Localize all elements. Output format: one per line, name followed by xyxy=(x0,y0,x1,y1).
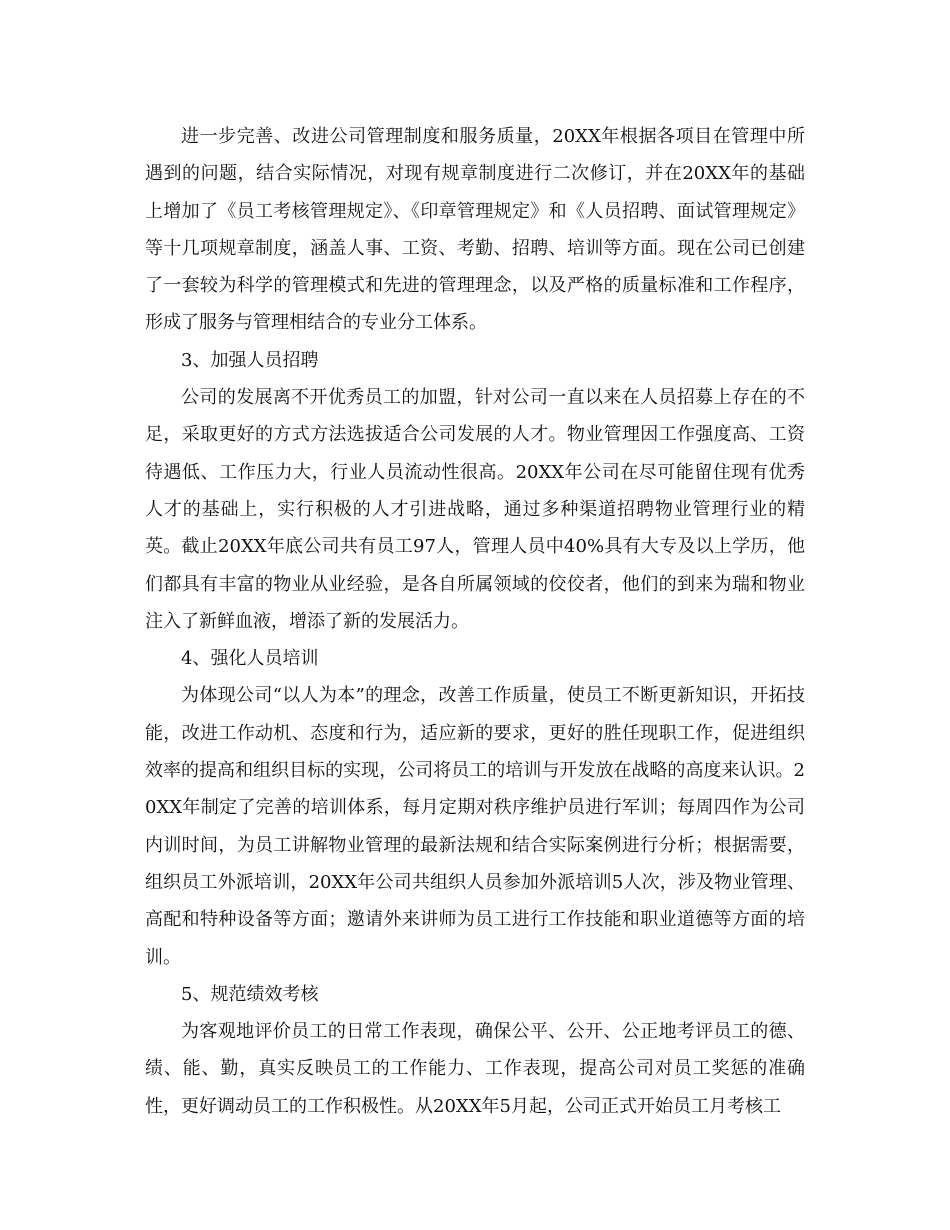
document-body xyxy=(145,118,805,1125)
section-heading-recruitment: 3、加强人员招聘 xyxy=(181,349,319,371)
paragraph-training: 为体现公司“以人为本”的理念，改善工作质量，使员工不断更新知识，开拓技能，改进工作动机、态度和行为，适应新的要求，更好的胜任现职工作，促进组织效率的提高和组织目标的实现，公司将员工的培训与开发放在战略的高度来认识。20XX年制定了完善的培训体系，每月定期对秩序维护员进行军训；每周四作为公司内训时间，为员工讲解物业管理的最新法规和结合实际案例进行分析；根据需要，组织员工外派培训，20XX年公司共组织人员参加外派培训5人次，涉及物业管理、高配和特种设备等方面；邀请外来讲师为员工进行工作技能和职业道德等方面的培训。 xyxy=(145,685,805,968)
paragraph-recruitment: 公司的发展离不开优秀员工的加盟，针对公司一直以来在人员招募上存在的不足，采取更好的方式方法选拔适合公司发展的人才。物业管理因工作强度高、工资待遇低、工作压力大，行业人员流动性很高。20XX年公司在尽可能留住现有优秀人才的基础上，实行积极的人才引进战略，通过多种渠道招聘物业管理行业的精英。截止20XX年底公司共有员工97人，管理人员中40%具有大专及以上学历，他们都具有丰富的物业从业经验，是各自所属领域的佼佼者，他们的到来为瑞和物业注入了新鲜血液，增添了新的发展活力。 xyxy=(145,387,805,632)
section-heading-training: 4、强化人员培训 xyxy=(181,648,319,670)
section-heading-performance: 5、规范绩效考核 xyxy=(181,983,319,1005)
paragraph-performance: 为客观地评价员工的日常工作表现，确保公平、公开、公正地考评员工的德、绩、能、勤，真实反映员工的工作能力、工作表现，提高公司对员工奖惩的准确性，更好调动员工的工作积极性。从20XX年5月起，公司正式开始员工月考核工 xyxy=(145,1021,805,1117)
paragraph-management-system: 进一步完善、改进公司管理制度和服务质量，20XX年根据各项目在管理中所遇到的问题，结合实际情况，对现有规章制度进行二次修订，并在20XX年的基础上增加了《员工考核管理规定》、《印章管理规定》和《人员招聘、面试管理规定》等十几项规章制度，涵盖人事、工资、考勤、招聘、培训等方面。现在公司已创建了一套较为科学的管理模式和先进的管理理念，以及严格的质量标准和工作程序，形成了服务与管理相结合的专业分工体系。 xyxy=(145,126,805,334)
